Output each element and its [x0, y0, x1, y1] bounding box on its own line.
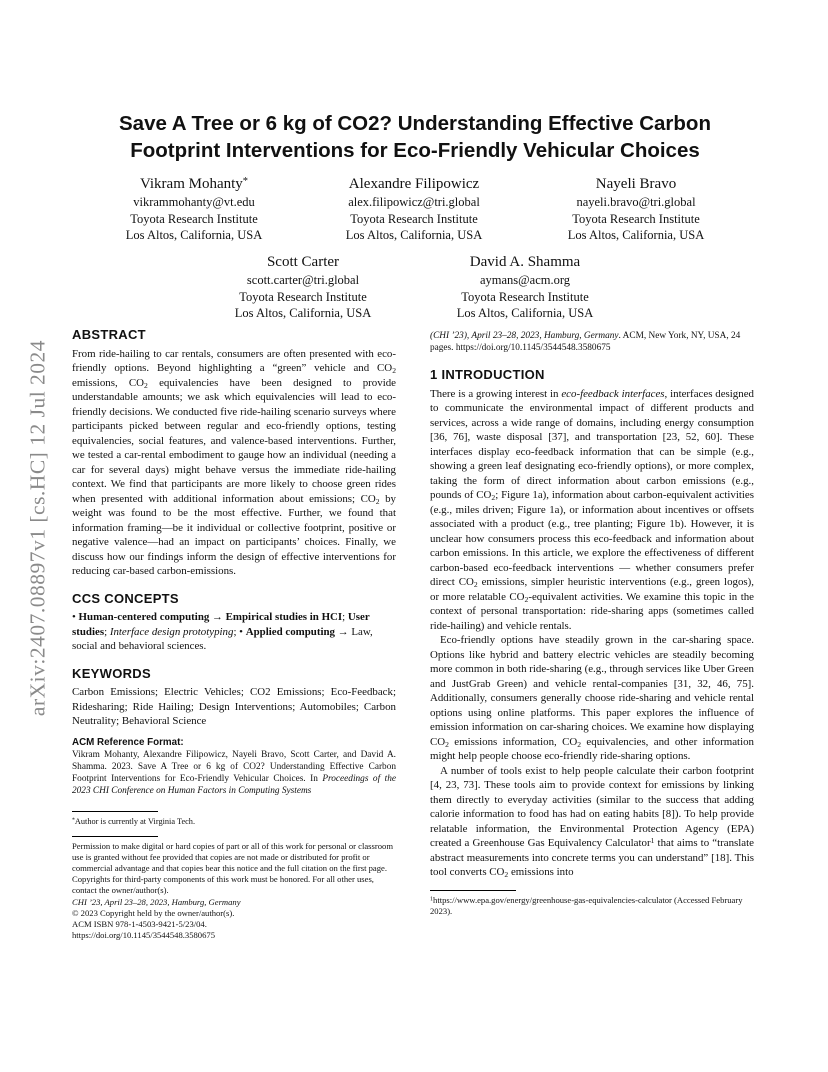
- author-org: Toyota Research Institute: [572, 211, 700, 226]
- author-footnote: *Author is currently at Virginia Tech.: [72, 811, 396, 828]
- author-org: Toyota Research Institute: [461, 289, 589, 304]
- footnote-rule: [430, 890, 516, 891]
- author-location: Los Altos, California, USA: [234, 306, 372, 320]
- author-block: [193, 252, 413, 322]
- author-email: vikrammohanty@vt.edu: [133, 195, 255, 209]
- footnote-rule: [72, 836, 158, 837]
- author-org: Toyota Research Institute: [130, 211, 258, 226]
- copyright-text: © 2023 Copyright held by the owner/author(s).: [72, 907, 235, 918]
- author-block: [526, 174, 746, 244]
- author-name: Vikram Mohanty: [139, 176, 243, 192]
- author-org: Toyota Research Institute: [350, 211, 478, 226]
- author-block: Vikram Mohanty* vikrammohanty@vt.edu Toyota Research Institute Los Altos, California, USA: [84, 174, 304, 244]
- author-block: [304, 174, 524, 244]
- author-email: alex.filipowicz@tri.global: [348, 195, 480, 209]
- author-org: Toyota Research Institute: [239, 289, 367, 304]
- ccs-heading: CCS CONCEPTS: [72, 590, 179, 606]
- acm-reference-text: Vikram Mohanty, Alexandre Filipowicz, Nayeli Bravo, Scott Carter, and David A. Shamma. 2023. Save A Tree or 6 kg of CO2? Understanding Effective Carbon Footprint Interventions for Eco-Friendly Vehicular Choices. In Proceedings of the 2023 CHI Conference on Human Factors in Computing Systems: [72, 749, 396, 796]
- introduction-heading: 1 INTRODUCTION: [430, 367, 545, 382]
- arxiv-identifier: arXiv:2407.08897v1 [cs.HC] 12 Jul 2024: [25, 339, 50, 717]
- footnote-link: https://www.epa.gov/energy/greenhouse-gas-equivalencies-calculator (Accessed February 2023).: [430, 894, 743, 916]
- author-location: Los Altos, California, USA: [456, 306, 594, 320]
- footnote-rule: [72, 811, 158, 812]
- isbn-text: ACM ISBN 978-1-4503-9421-5/23/04.: [72, 918, 207, 929]
- permission-text: Permission to make digital or hard copies of part or all of this work for personal or classroom use is granted without fee provided that copies are not made or distributed for profit or commercial advantage and that copies bear this notice and the full citation on the first page. Copyrights for third-party components of this work must be honored. For all other uses, contact the owner/author(s).: [72, 840, 393, 896]
- author-email: nayeli.bravo@tri.global: [576, 195, 696, 209]
- epa-footnote: $^1$https://www.epa.gov/energy/greenhouse-gas-equivalencies-calculator (Accessed February 2023).: [430, 890, 754, 917]
- doi-text: https://doi.org/10.1145/3544548.3580675: [72, 930, 215, 941]
- acm-reference-heading: ACM Reference Format:: [72, 736, 184, 748]
- abstract-text: From ride-hailing to car rentals, consumers are often presented with eco-friendly options. Beyond highlighting a “green” vehicle and $CO_2$ emissions, $CO_2$ equivalencies have been designed to provide understandable amounts; we ask which equivalencies will lead to eco-friendly decisions. We conducted five ride-hailing scenario surveys where participants picked between regular and eco-friendly options, testing equivalencies, social features, and valence-based interventions. Further, we tested a car-rental embodiment to gauge how an individual (needing a car for several days) might behave versus the immediate ride-hailing context. We find that participants are more likely to choose green rides when presented with additional information about emissions; $CO_2$ by weight was found to be the most effective. Further, we found that information framing—be it individual or collective footprint, positive or negative valence—had an impact on participants’ choices. Finally, we discuss how our findings inform the design of effective interventions for reducing car-based carbon-emissions.: [72, 347, 397, 577]
- author-location: Los Altos, California, USA: [345, 228, 483, 242]
- author-location: Los Altos, California, USA: [567, 228, 705, 242]
- permission-block: [72, 836, 396, 942]
- keywords-heading: KEYWORDS: [72, 665, 151, 681]
- intro-paragraph: A number of tools exist to help people calculate their carbon footprint [4, 23, 73]. These tools aim to provide context for emissions by linking them directly to everyday activities (similar to the success that adding calorie information to food has had on eating habits [8]). To help provide relatable information, the Environmental Protection Agency (EPA) created a Greenhouse Gas Equivalency Calculator$^1$ that aims to “translate abstract measurements into concrete terms you can understand” [18]. This tool converts $CO_2$ emissions into: [430, 764, 754, 879]
- author-name: Nayeli Bravo: [595, 176, 677, 192]
- ccs-text: • Human-centered computing → Empirical studies in HCI; User studies; Interface design prototyping; • Applied computing → Law, social and behavioral sciences.: [72, 611, 373, 652]
- author-name: David A. Shamma: [469, 254, 581, 270]
- author-name: Alexandre Filipowicz: [348, 176, 480, 192]
- author-location: Los Altos, California, USA: [125, 228, 263, 242]
- right-column: [430, 330, 754, 917]
- author-block: [415, 252, 635, 322]
- intro-paragraph: Eco-friendly options have steadily grown in the car-sharing space. Options like hybrid and battery electric vehicles are steadily becoming more common in both ride-sharing (e.g., through services like Uber Green and JustGrab Green) and vehicle rental-companies [31, 32, 46, 75]. Additionally, consumers generally choose ride-sharing and vehicle rental options using online platforms. This paper explores the influence of emission information on car-sharing choices. We examine how displaying $CO_2$ emissions information, $CO_2$ equivalencies, and other information might help people choose eco-friendly ride-sharing options.: [430, 634, 754, 762]
- left-column: [72, 328, 396, 941]
- paper-title: Save A Tree or 6 kg of CO2? Understanding Effective Carbon Footprint Interventions for Eco-Friendly Vehicular Choices: [119, 112, 711, 162]
- intro-paragraph: There is a growing interest in eco-feedback interfaces, interfaces designed to communicate the environmental impact of different products and services, across a wide range of domains, including energy consumption [36, 76], waste disposal [37], and transportation [23, 52, 60]. These interfaces display eco-feedback information that can be simple (e.g., showing a green leaf designating eco-friendly options), or more complex, taking the form of direct information about carbon emissions (e.g., pounds of $CO_2$; Figure 1a), information about carbon-equivalent activities (e.g., miles driven; Figure 1a), or information about incentives or offsets associated with a product (e.g., tree planting; Figure 1b). However, it is unclear how consumers process this eco-feedback and information about carbon emissions. In this article, we explore the effectiveness of different carbon-based eco-feedback interventions — whether consumers prefer direct $CO_2$ emissions, simpler heuristic interventions (e.g., green logos), or more relatable $CO_2$-equivalent activities. We examine this topic in the context of personal transportation: ride-sharing apps (sometimes called ride-hailing) and vehicle rentals.: [430, 387, 754, 632]
- acm-reference-continued: (CHI ’23), April 23–28, 2023, Hamburg, Germany. ACM, New York, NY, USA, 24 pages. https://doi.org/10.1145/3544548.3580675: [430, 331, 741, 353]
- author-email: scott.carter@tri.global: [246, 273, 360, 287]
- abstract-heading: ABSTRACT: [72, 327, 146, 342]
- author-name: Scott Carter: [266, 254, 340, 270]
- author-email: aymans@acm.org: [479, 273, 571, 287]
- venue-text: CHI ’23, April 23–28, 2023, Hamburg, Germany: [72, 896, 241, 907]
- keywords-text: Carbon Emissions; Electric Vehicles; CO2 Emissions; Eco-Feedback; Ridesharing; Ride Hailing; Design Interventions; Automobiles; Carbon Neutrality; Behavioral Science: [72, 686, 396, 727]
- acm-reference: [72, 737, 396, 797]
